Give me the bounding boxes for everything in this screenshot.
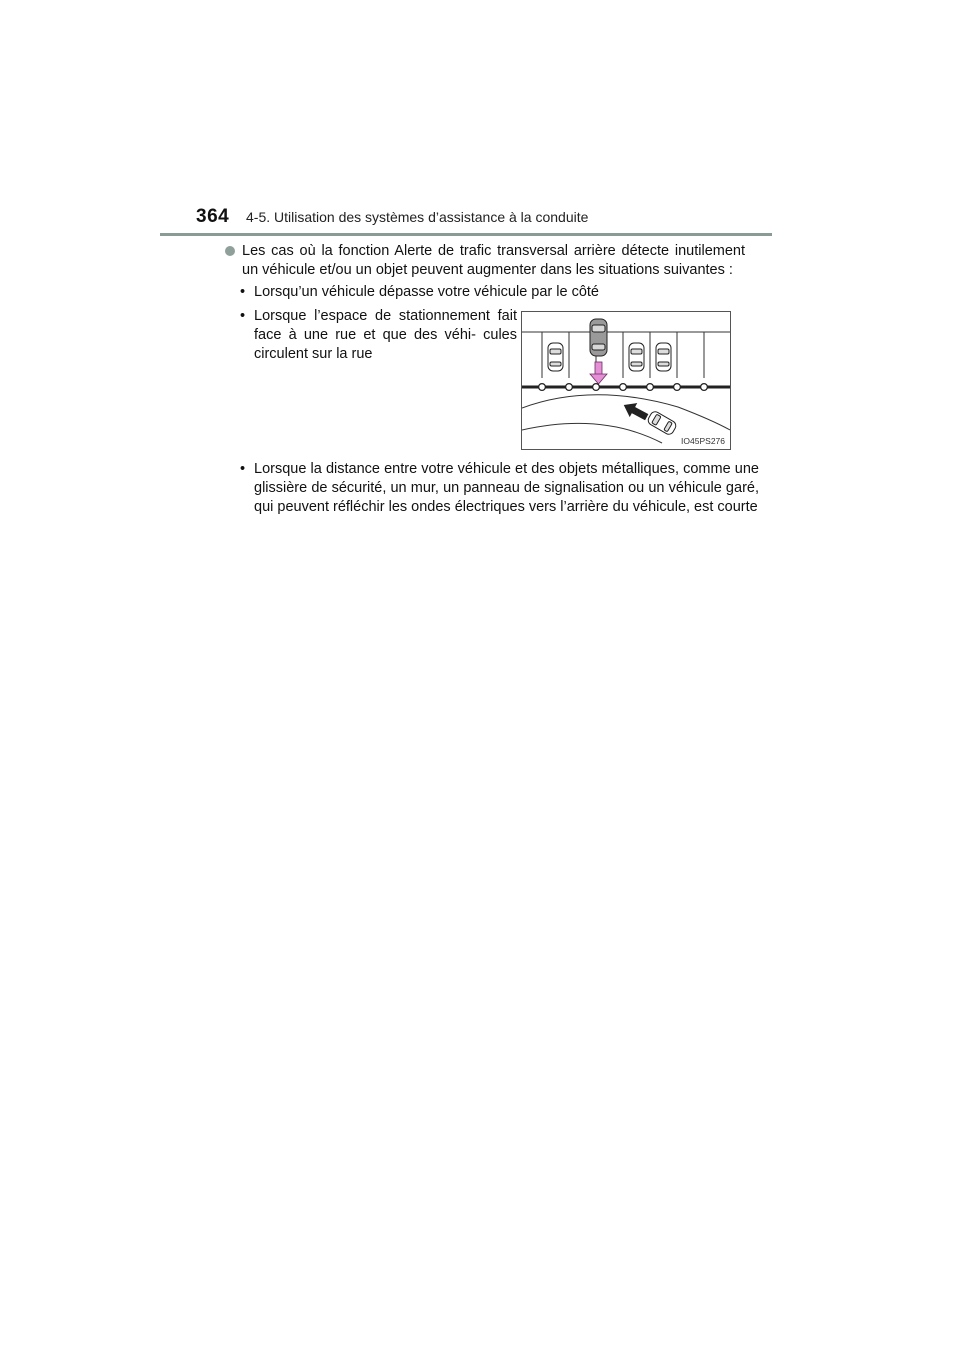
figure-code: IO45PS276 (681, 436, 725, 446)
parking-stall-lines (542, 332, 704, 378)
own-vehicle-icon (590, 319, 607, 356)
road-edge-lower (522, 423, 662, 443)
parked-car-icon (548, 343, 563, 371)
reverse-arrow-icon (590, 362, 607, 384)
list-item (240, 283, 759, 302)
section-title: 4-5. Utilisation des systèmes d’assistance à la conduite (246, 209, 589, 225)
parking-illustration (521, 311, 731, 450)
parking-lot-diagram (522, 312, 730, 449)
approaching-car-icon (646, 410, 677, 436)
intro-paragraph: Les cas où la fonction Alerte de trafic transversal arrière détecte inutilement un véhicule et/ou un objet peuvent augmenter dans les situations suivantes : (242, 243, 745, 278)
list-item-text: Lorsque l’espace de stationnement fait face à une rue et que des véhi- cules circulent sur la rue (254, 308, 517, 362)
traffic-direction-arrow-icon (620, 398, 650, 424)
list-bullet-icon: • (240, 284, 246, 300)
bullet-icon (225, 246, 235, 256)
header-rule (160, 233, 772, 236)
list-bullet-icon: • (240, 461, 246, 477)
list-item-text: Lorsque la distance entre votre véhicule et des objets métalliques, comme une glissière de sécurité, un mur, un panneau de signalisation ou un véhicule garé, qui peuvent réfléchir les ondes électriques vers l’arrière du véhicule, est courte (254, 461, 759, 515)
list-item-text: Lorsqu’un véhicule dépasse votre véhicule par le côté (254, 284, 599, 300)
parked-car-icon (656, 343, 671, 371)
parked-car-icon (629, 343, 644, 371)
list-item (240, 460, 759, 517)
page-number: 364 (196, 206, 230, 227)
list-bullet-icon: • (240, 308, 246, 324)
list-item (240, 307, 517, 364)
